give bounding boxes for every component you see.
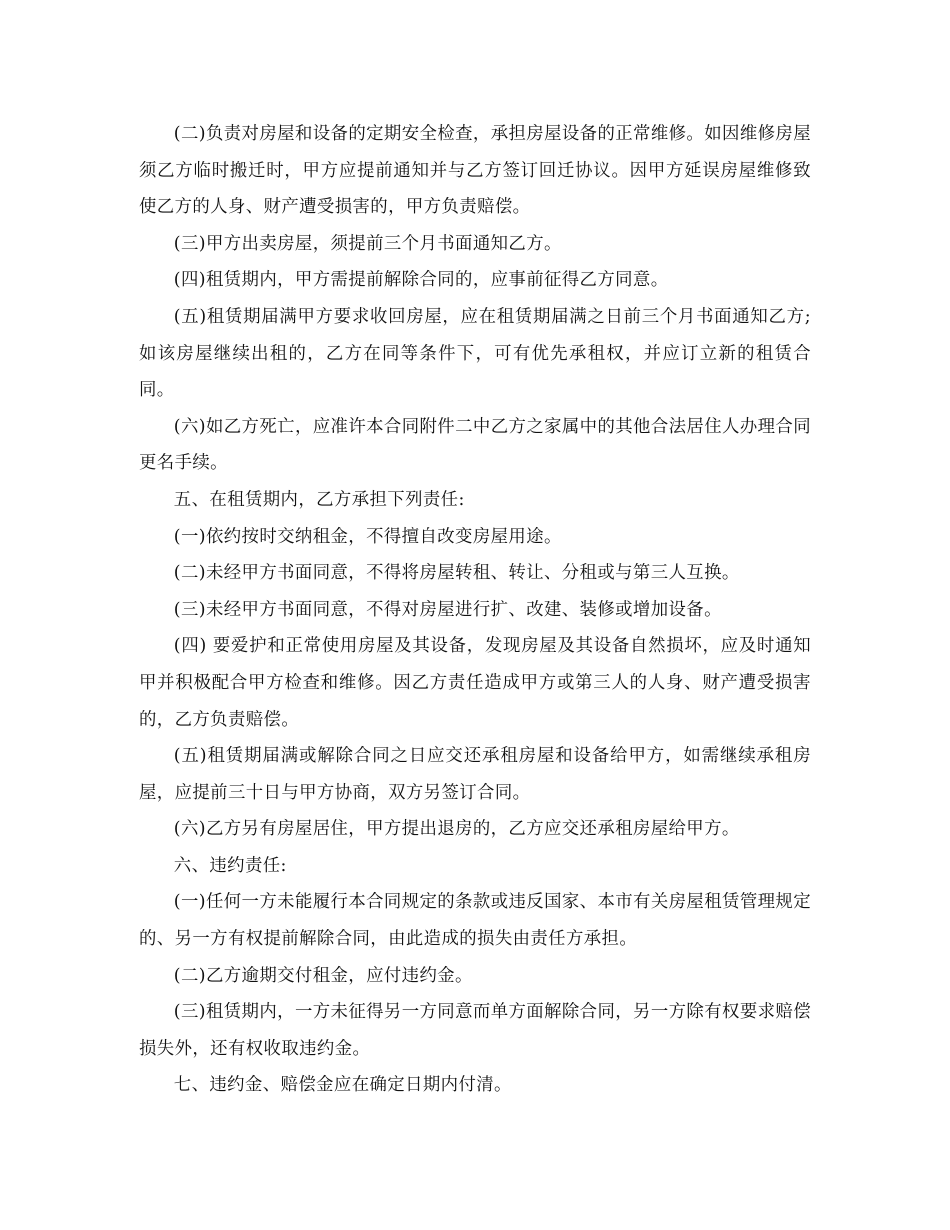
clause-paragraph: (二)未经甲方书面同意，不得将房屋转租、转让、分租或与第三人互换。 [173,563,740,584]
clause-paragraph: (二)负责对房屋和设备的定期安全检查，承担房屋设备的正常维修。如因维修房屋须乙方临时搬迁时，甲方应提前通知并与乙方签订回迁协议。因甲方延误房屋维修致使乙方的人身、财产遭受损害的，甲方负责赔偿。 [139,124,811,218]
clause-paragraph: (二)乙方逾期交付租金，应付违约金。 [173,965,473,986]
clause-paragraph: (一)依约按时交纳租金，不得擅自改变房屋用途。 [173,526,562,547]
section-heading: 六、违约责任: [173,855,287,876]
clause-paragraph: (三)租赁期内，一方未征得另一方同意而单方面解除合同，另一方除有权要求赔偿损失外，还有权收取违约金。 [139,1002,811,1059]
clause-paragraph: (四)租赁期内，甲方需提前解除合同的，应事前征得乙方同意。 [173,270,669,291]
section-heading: 五、在租赁期内，乙方承担下列责任: [173,489,465,510]
clause-paragraph: (三)未经甲方书面同意，不得对房屋进行扩、改建、装修或增加设备。 [173,599,722,620]
document-body [139,116,811,1104]
clause-paragraph: (五)租赁期届满或解除合同之日应交还承租房屋和设备给甲方，如需继续承租房屋，应提前三十日与甲方协商，双方另签订合同。 [139,746,811,803]
section-heading: 七、违约金、赔偿金应在确定日期内付清。 [173,1075,512,1096]
clause-paragraph: (六)如乙方死亡，应准许本合同附件二中乙方之家属中的其他合法居住人办理合同更名手续。 [139,416,811,474]
clause-paragraph: (五)租赁期届满甲方要求收回房屋，应在租赁期届满之日前三个月书面通知乙方;如该房屋继续出租的，乙方在同等条件下，可有优先承租权，并应订立新的租赁合同。 [139,306,811,401]
clause-paragraph: (三)甲方出卖房屋，须提前三个月书面通知乙方。 [173,233,562,254]
clause-paragraph: (六)乙方另有房屋居住，甲方提出退房的，乙方应交还承租房屋给甲方。 [173,819,740,840]
clause-paragraph: (四) 要爱护和正常使用房屋及其设备，发现房屋及其设备自然损坏，应及时通知甲并积极配合甲方检查和维修。因乙方责任造成甲方或第三人的人身、财产遭受损害的，乙方负责赔偿。 [139,636,811,730]
clause-paragraph: (一)任何一方未能履行本合同规定的条款或违反国家、本市有关房屋租赁管理规定的、另一方有权提前解除合同，由此造成的损失由责任方承担。 [139,892,811,950]
